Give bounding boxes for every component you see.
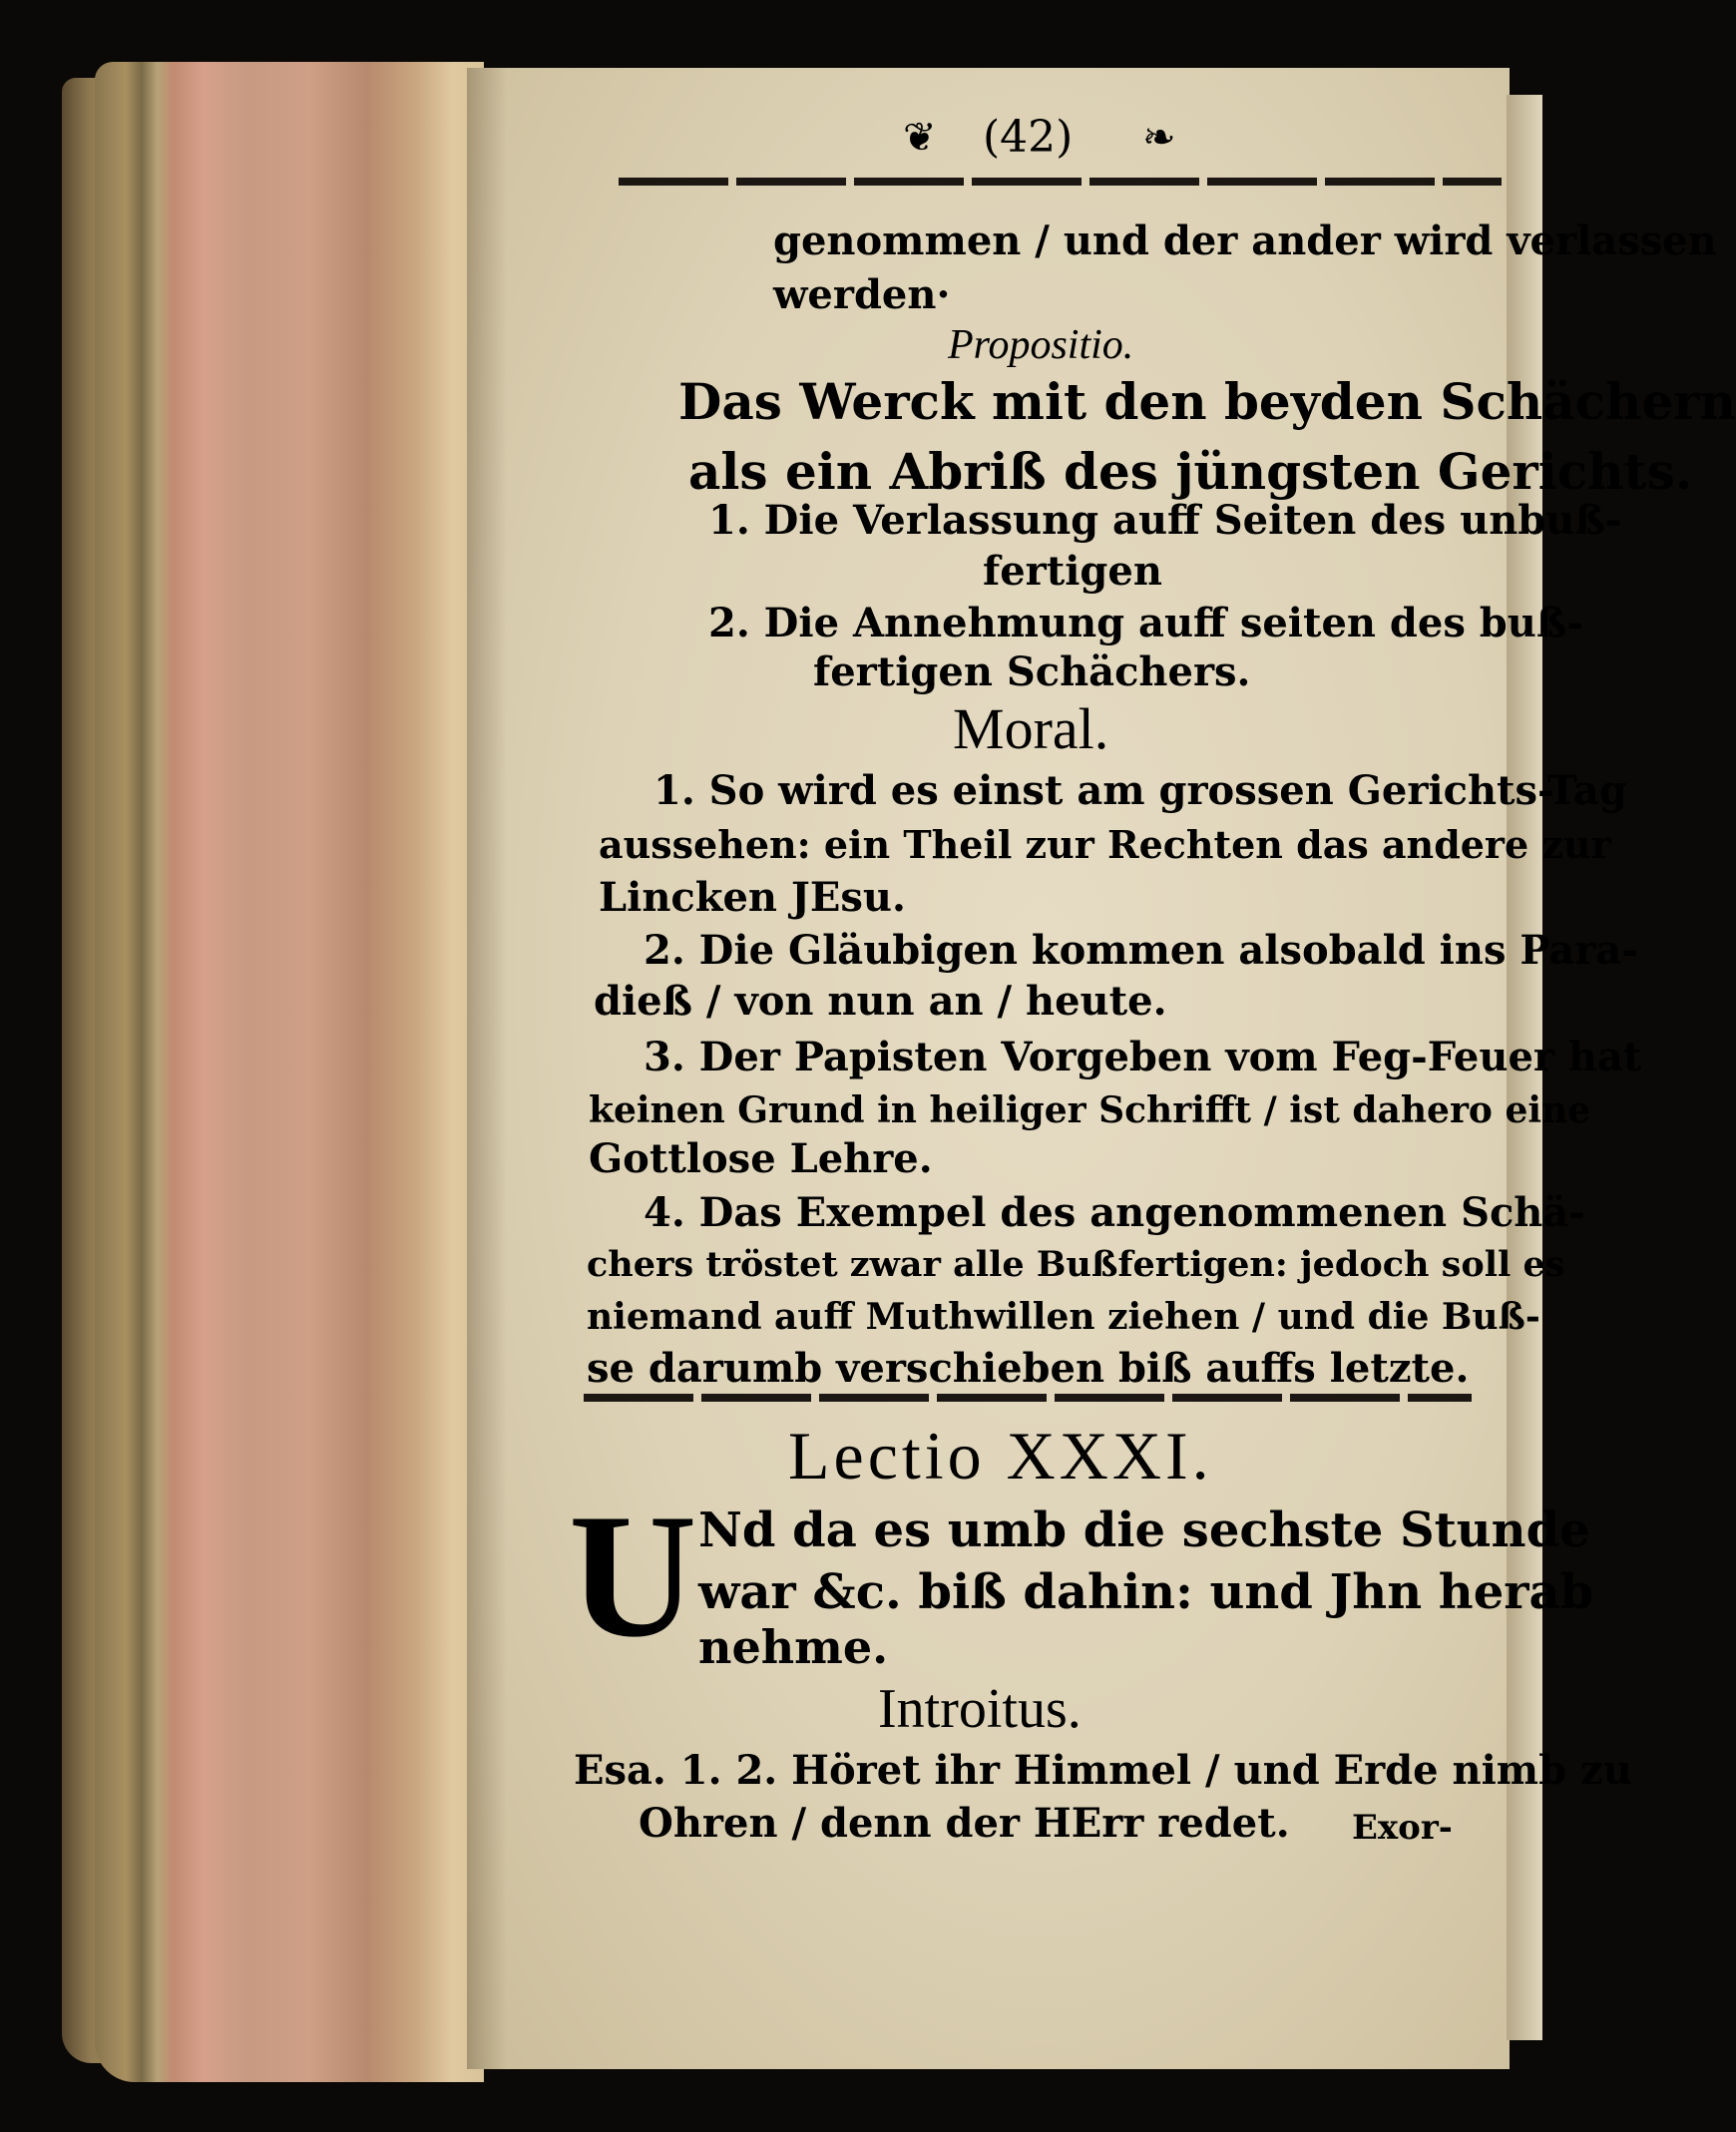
text-line: 4. Das Exempel des angenommenen Schä- [644,1189,1585,1236]
proposition-line: Das Werck mit den beyden Schächern [678,372,1736,431]
text-line: se darumb verschieben biß auffs letzte. [587,1345,1470,1392]
lesson-text-line: war &c. biß dahin: und Jhn herab [698,1564,1594,1620]
text-line: dieß / von nun an / heute. [594,978,1167,1025]
text-line: Lincken JEsu. [599,874,906,921]
lesson-text-line: nehme. [698,1620,889,1674]
text-line: 2. Die Gläubigen kommen alsobald ins Para- [644,927,1638,974]
text-line: niemand auff Muthwillen ziehen / und die Buß- [587,1296,1540,1338]
section-heading: Moral. [953,696,1109,761]
section-rule [584,1394,1472,1402]
text-line: 1. Die Verlassung auff Seiten des unbuß- [708,497,1622,544]
text-line: Ohren / denn der HErr redet. [639,1800,1290,1847]
text-line: keinen Grund in heiliger Schrifft / ist dahero eine [589,1089,1591,1131]
proposition-line: als ein Abriß des jüngsten Gerichts. [688,442,1693,501]
text-line: chers tröstet zwar alle Bußfertigen: jedoch soll es [587,1244,1565,1285]
text-line: fertigen Schächers. [813,648,1251,695]
text-line: 1. So wird es einst am grossen Gerichts-Tag [653,767,1627,814]
header-ornament-right: ❧ [1142,115,1176,161]
catchword: Exor- [1352,1808,1453,1848]
section-heading: Propositio. [948,322,1134,368]
lesson-text-line: Nd da es umb die sechste Stunde [698,1502,1590,1558]
page-number: (42) [983,112,1074,163]
section-heading: Introitus. [878,1678,1082,1740]
text-line: 2. Die Annehmung auff seiten des buß- [708,600,1583,646]
text-line: 3. Der Papisten Vorgeben vom Feg-Feuer hat [644,1034,1642,1080]
page-gutter-shadow [467,68,507,2069]
text-line: genommen / und der ander wird verlassen [773,217,1717,264]
header-rule [619,178,1502,186]
text-line: werden· [773,271,951,318]
header-ornament-left: ❦ [903,115,937,161]
lesson-heading: Lectio XXXI. [788,1418,1213,1493]
text-line: fertigen [983,548,1162,595]
text-line: aussehen: ein Theil zur Rechten das andere zur [599,822,1611,867]
page-block-edges [95,62,484,2082]
text-line: Esa. 1. 2. Höret ihr Himmel / und Erde nimb zu [574,1747,1632,1794]
drop-cap-initial: U [569,1477,697,1674]
text-line: Gottlose Lehre. [589,1135,933,1182]
